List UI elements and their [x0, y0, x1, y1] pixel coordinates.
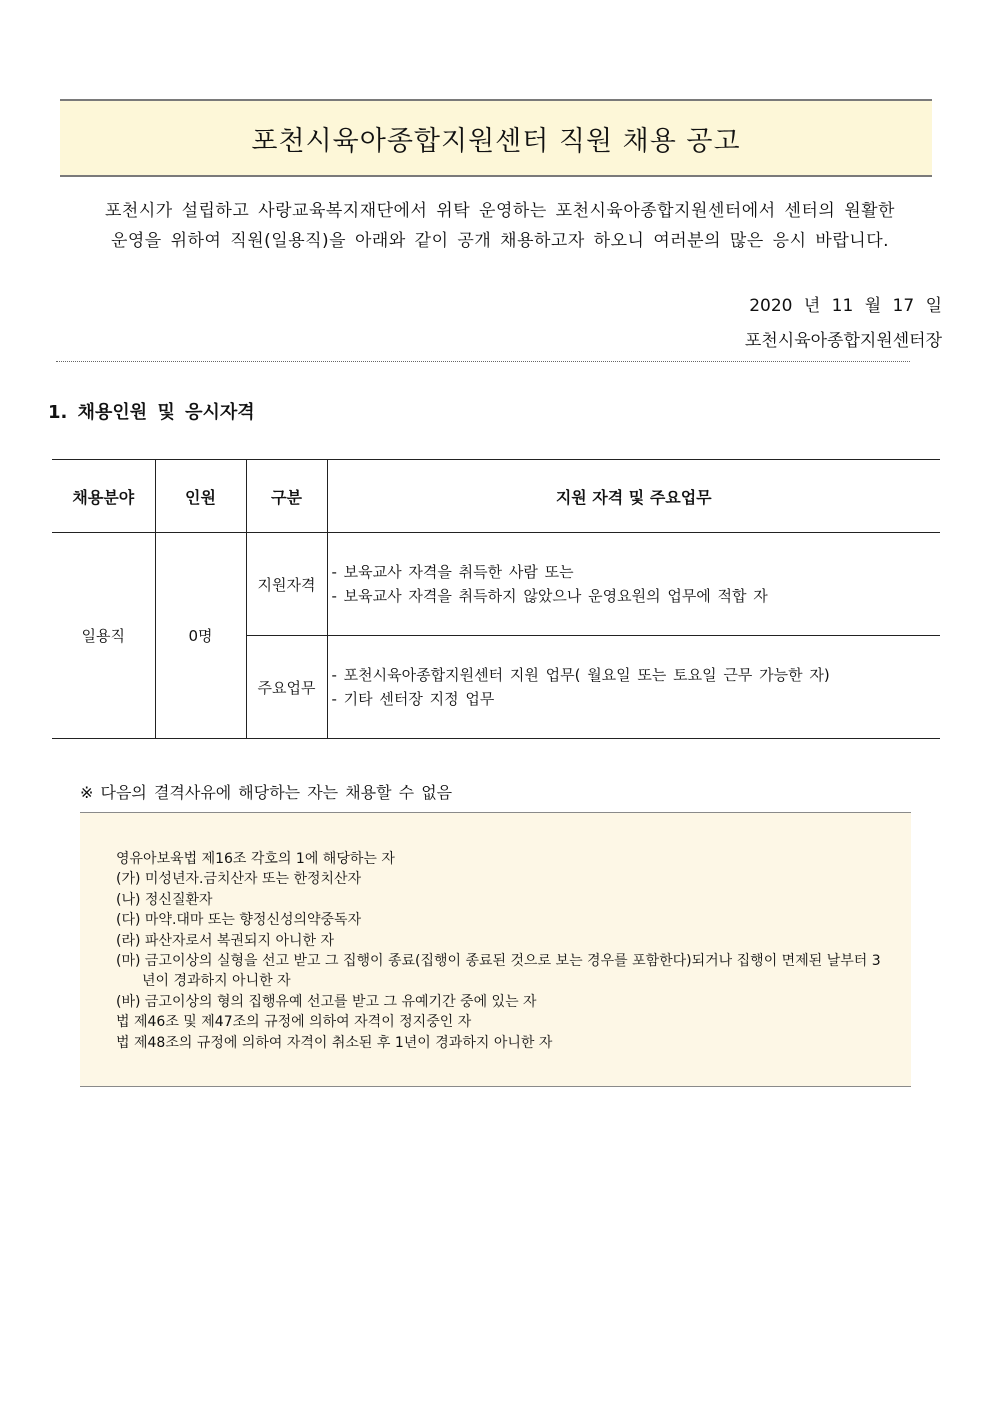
header-description: 지원 자격 및 주요업무 [327, 460, 940, 533]
category-cell: 주요업무 [246, 636, 327, 739]
description-item: - 보육교사 자격을 취득한 사람 또는 [331, 563, 574, 581]
recruitment-table [52, 459, 940, 739]
list-item: (라) 파산자로서 복권되지 아니한 자 [116, 932, 335, 949]
header-count: 인원 [155, 460, 246, 533]
announcement-date: 2020 년 11 월 17 일 [749, 296, 942, 316]
intro-line-1: 포천시가 설립하고 사랑교육복지재단에서 위탁 운영하는 포천시육아종합지원센터에서 센터의 원활한 [105, 201, 895, 221]
description-item: - 기타 센터장 지정 업무 [331, 690, 495, 708]
field-cell: 일용직 [52, 533, 155, 739]
disqualification-box [80, 812, 911, 1087]
category-cell: 지원자격 [246, 533, 327, 636]
description-cell [327, 636, 940, 739]
description-item: - 보육교사 자격을 취득하지 않았으나 운영요원의 업무에 적합 자 [331, 587, 768, 605]
list-item: (바) 금고이상의 형의 집행유예 선고를 받고 그 유예기간 중에 있는 자 [116, 993, 537, 1010]
intro-line-2: 운영을 위하여 직원(일용직)을 아래와 같이 공개 채용하고자 하오니 여러분의 많은 응시 바랍니다. [110, 231, 890, 251]
list-item: (마) 금고이상의 실형을 선고 받고 그 집행이 종료(집행이 종료된 것으로 보는 경우를 포함한다)되거나 집행이 면제된 날부터 3년이 경과하지 아니한 자 [116, 953, 881, 990]
list-item: (다) 마약.대마 또는 향정신성의약중독자 [116, 912, 362, 929]
section-heading-1: 1. 채용인원 및 응시자격 [48, 402, 255, 423]
table-row [52, 533, 940, 636]
intro-paragraph [60, 196, 940, 256]
disqualification-note: ※ 다음의 결격사유에 해당하는 자는 채용할 수 없음 [80, 783, 453, 802]
list-item: 영유아보육법 제16조 각호의 1에 해당하는 자 [116, 851, 395, 867]
list-item: (가) 미성년자.금치산자 또는 한정치산자 [116, 871, 362, 888]
description-cell [327, 533, 940, 636]
list-item: 법 제46조 및 제47조의 규정에 의하여 자격이 정지중인 자 [116, 1014, 472, 1031]
title-banner [60, 99, 932, 177]
header-category: 구분 [246, 460, 327, 533]
page-title: 포천시육아종합지원센터 직원 채용 공고 [251, 125, 741, 157]
disqualification-list [80, 813, 911, 1053]
list-item: 법 제48조의 규정에 의하여 자격이 취소된 후 1년이 경과하지 아니한 자 [116, 1034, 553, 1051]
list-item: (나) 정신질환자 [116, 891, 213, 908]
issuer: 포천시육아종합지원센터장 [744, 331, 942, 351]
description-item: - 포천시육아종합지원센터 지원 업무( 월요일 또는 토요일 근무 가능한 자) [331, 666, 830, 684]
dotted-divider [56, 361, 910, 362]
count-cell: 0명 [155, 533, 246, 739]
table-header-row [52, 460, 940, 533]
header-field: 채용분야 [52, 460, 155, 533]
